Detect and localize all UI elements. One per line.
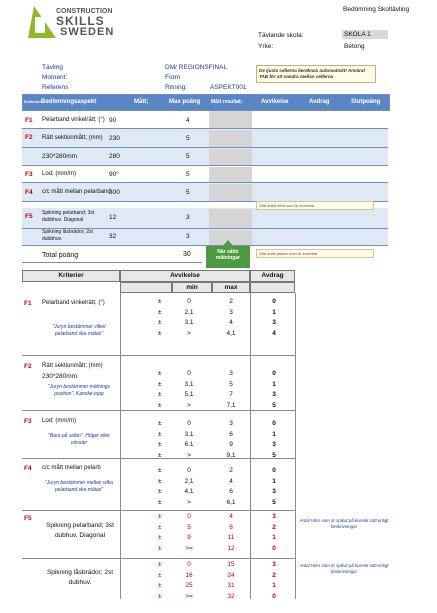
criteria-title: Pelarband vinkelrätt; (°) (42, 300, 105, 306)
criteria-min: > (187, 451, 191, 459)
profession-value: Betong (344, 43, 365, 50)
row-matt: 90 (109, 117, 117, 124)
criteria-title: Spikning låsbrädor; 2st dubhuv. (46, 569, 114, 586)
moment-value: Form (165, 74, 181, 81)
ritning-label: Ritning: (165, 84, 188, 91)
criteria-max: 12 (227, 544, 235, 552)
row-id: F2 (25, 134, 33, 141)
result-cell[interactable] (209, 130, 252, 147)
logo-line1: CONSTRUCTION (56, 8, 113, 15)
table-row (22, 166, 388, 183)
criteria-min: 3,1 (184, 319, 194, 326)
row-matt: 12 (109, 214, 117, 221)
criteria-min: > (187, 329, 191, 337)
criteria-min: 0 (187, 561, 191, 568)
school-value[interactable]: SKOLA 1 (342, 30, 388, 39)
criteria-min: 5,1 (184, 391, 194, 398)
criteria-avdrag: 0 (272, 420, 276, 427)
row-max: 5 (186, 135, 190, 142)
criteria-avdrag: 2 (272, 523, 276, 531)
criteria-avdrag: 3 (272, 561, 276, 568)
criteria-min: 16 (185, 571, 193, 579)
criteria-min: 2,1 (184, 477, 194, 485)
criteria-min: 0 (187, 513, 191, 520)
criteria-sign: ± (158, 571, 162, 579)
criteria-title: c/c mått mellan pelarb (42, 465, 101, 471)
green-callout: När sätts mätningar (206, 246, 250, 268)
criteria-header-min: min (172, 282, 212, 293)
info-note: De ljusta cellerna beräknas automatiskt! Använd TAB för att vandra mellan cellerna (256, 65, 376, 83)
header-kriterium: Kriterium (24, 99, 42, 104)
criteria-sign: ± (158, 467, 162, 474)
row-id: F3 (25, 171, 33, 178)
note-corners: Sätt antal hörn som är korrekta (256, 201, 374, 210)
moment-label: Moment: (42, 74, 68, 81)
criteria-sign: ± (158, 544, 162, 552)
row-aspect: Lod; (mm/m) (42, 171, 77, 177)
criteria-sign: ± (158, 561, 162, 568)
criteria-max: 32 (227, 592, 235, 600)
page-title: Bedömning Skoltävling (343, 6, 410, 13)
criteria-min: 0 (187, 420, 191, 427)
criteria-min: 2,1 (184, 308, 194, 316)
criteria-title: Lod; (mm/m) (42, 418, 77, 424)
criteria-min: 0 (187, 467, 191, 474)
header-slutpoang: Slutpoäng (351, 99, 381, 105)
criteria-avdrag: 1 (272, 308, 276, 316)
criteria-id: F1 (24, 300, 32, 307)
row-aspect: c/c mått mellan pelarband (42, 189, 111, 195)
criteria-max: 24 (227, 571, 235, 579)
criteria-min: > (187, 498, 191, 506)
criteria-note: "Juryn bestämmer vilket pelarband ska mätas" (52, 324, 106, 337)
note-plates: Sätt antal plattor som är korrekta (256, 249, 374, 258)
row-matt: 230 (109, 135, 120, 142)
criteria-max: 3 (229, 308, 233, 316)
criteria-max: 15 (227, 561, 235, 568)
criteria-sign: ± (158, 370, 162, 377)
criteria-id: F2 (24, 363, 32, 370)
criteria-max: 7,1 (226, 401, 236, 409)
criteria-note: "Juryn bestämmer mätnings position". Kanske topp (47, 384, 111, 397)
criteria-sign: ± (158, 329, 162, 337)
criteria-subtitle: 230*280mm (42, 373, 78, 380)
criteria-avdrag: 1 (272, 430, 276, 438)
criteria-avdrag: 0 (272, 544, 276, 552)
row-aspect: Spikning pelarband; 3st dubbhuv. Diagonal (42, 210, 95, 223)
criteria-sign: ± (158, 592, 162, 600)
criteria-min: >= (185, 592, 193, 600)
header-aspekt: Bedömningsaspekt (41, 99, 97, 105)
criteria-sign: ± (158, 319, 162, 326)
criteria-avdrag: 1 (272, 582, 276, 589)
criteria-max: 4 (229, 513, 233, 520)
header-avvikelse: Avvikelse (261, 99, 289, 105)
criteria-min: 25 (185, 582, 193, 589)
criteria-max: 2 (229, 467, 233, 474)
row-max: 5 (186, 153, 190, 160)
criteria-avdrag: 0 (272, 370, 276, 377)
criteria-sign: ± (158, 391, 162, 398)
criteria-min: 3,1 (184, 430, 194, 438)
tavling-label: Tävling (42, 64, 63, 71)
result-cell[interactable] (209, 149, 252, 165)
criteria-max: 3 (229, 370, 233, 377)
school-label: Tävlande skola: (258, 32, 304, 39)
criteria-avdrag: 1 (272, 477, 276, 485)
row-max: 4 (186, 117, 190, 124)
criteria-sign: ± (158, 534, 162, 541)
row-matt: 300 (109, 189, 120, 196)
criteria-sign: ± (158, 498, 162, 506)
row-matt: 280 (109, 153, 120, 160)
row-id: F1 (25, 117, 33, 124)
header-matt-resultat: Mått resultat; (211, 99, 243, 105)
header-max: Max poäng (169, 99, 201, 105)
tavling-value: DM/ REGIONSFINAL (165, 64, 228, 71)
criteria-avdrag: 5 (272, 451, 276, 459)
criteria-id: F4 (24, 465, 32, 472)
criteria-header-max: max (212, 282, 250, 293)
criteria-max: 6,1 (226, 498, 236, 506)
criteria-avdrag: 3 (272, 441, 276, 448)
criteria-max: 2 (229, 298, 233, 305)
criteria-avdrag: 1 (272, 380, 276, 388)
referens-label: Referens (42, 84, 69, 91)
criteria-header-avdrag: Avdrag (250, 270, 295, 282)
criteria-sign: ± (158, 430, 162, 438)
criteria-max: 8 (229, 523, 233, 531)
logo-line2: SKILLS (56, 14, 105, 28)
criteria-max: 6 (229, 430, 233, 438)
criteria-sign: ± (158, 401, 162, 409)
criteria-sign: ± (158, 477, 162, 485)
criteria-min: 0 (187, 370, 191, 377)
criteria-avdrag: 0 (272, 298, 276, 305)
criteria-min: 5 (187, 523, 191, 531)
criteria-avdrag: 3 (272, 391, 276, 398)
criteria-max: 4 (229, 319, 233, 326)
criteria-max: 3 (229, 420, 233, 427)
criteria-avdrag: 1 (272, 534, 276, 541)
criteria-max: 7 (229, 391, 233, 398)
criteria-avdrag: 2 (272, 571, 276, 579)
header-matt: Mått; (134, 99, 149, 105)
criteria-id: F5 (24, 515, 32, 522)
result-cell[interactable] (209, 209, 252, 228)
total-value: 30 (183, 251, 191, 258)
result-cell[interactable] (209, 111, 252, 128)
criteria-sign: ± (158, 420, 162, 427)
row-matt: 90° (109, 171, 119, 178)
criteria-note: "Juryn bestämmer mellan vilka pelarband ska mätas" (45, 480, 113, 493)
table-header (22, 94, 390, 111)
criteria-max: 9 (229, 441, 233, 448)
criteria-avdrag: 5 (272, 401, 276, 409)
ritning-value: ASPEKT001 (210, 84, 247, 91)
criteria-avdrag: 0 (272, 592, 276, 600)
criteria-note: Antal Hörn som är spikat på korrekt sätt enligt beskrivningar (299, 518, 389, 529)
criteria-sign: ± (158, 441, 162, 448)
criteria-sign: ± (158, 513, 162, 520)
criteria-avdrag: 3 (272, 488, 276, 495)
criteria-id: F3 (24, 418, 32, 425)
criteria-title: Rätt sektionmått; (mm) (42, 363, 103, 369)
criteria-avdrag: 3 (272, 319, 276, 326)
row-aspect: Pelarband vinkelrätt; (°) (42, 117, 105, 123)
criteria-max: 11 (227, 534, 235, 541)
result-cell[interactable] (209, 184, 252, 201)
criteria-max: 31 (227, 582, 235, 589)
profession-label: Yrke: (258, 43, 274, 50)
row-aspect: 230*280mm (42, 153, 78, 160)
criteria-avdrag: 0 (272, 467, 276, 474)
result-cell[interactable] (209, 167, 252, 182)
criteria-header-kriterier: Kriterier (22, 270, 120, 282)
logo-line3: SWEDEN (60, 26, 115, 38)
criteria-sign: ± (158, 380, 162, 388)
row-aspect: Spikning låsbrädor; 2st dubbhuv. (42, 229, 93, 242)
criteria-sign: ± (158, 488, 162, 495)
criteria-avdrag: 3 (272, 513, 276, 520)
criteria-min: 9 (187, 534, 191, 541)
criteria-min: >= (185, 544, 193, 552)
criteria-max: 9,1 (226, 451, 236, 459)
criteria-min: 6,1 (184, 441, 194, 448)
criteria-avdrag: 5 (272, 498, 276, 506)
criteria-max: 5 (229, 380, 233, 388)
criteria-sign: ± (158, 523, 162, 531)
row-id: F5 (25, 213, 33, 220)
header-avdrag: Avdrag (309, 99, 330, 105)
row-aspect: Rätt sektionmått; (mm) (42, 135, 103, 141)
criteria-max: 4 (229, 477, 233, 485)
criteria-min: 4,1 (184, 488, 194, 495)
criteria-max: 6 (229, 488, 233, 495)
total-label: Total poäng (42, 252, 79, 259)
criteria-header-avvikelse: Avvikelse (120, 270, 250, 282)
criteria-title: Spikning pelarband; 3st dubhuv. Diagonal (46, 522, 114, 539)
criteria-min: 0 (187, 298, 191, 305)
criteria-max: 4,1 (226, 329, 236, 337)
criteria-note: Antal Hörn som är spikat på korrekt sätt enligt beskrivningar (299, 563, 389, 574)
criteria-sign: ± (158, 451, 162, 459)
criteria-min: 3,1 (184, 380, 194, 388)
criteria-avdrag: 4 (272, 329, 276, 337)
row-max: 3 (186, 233, 190, 240)
criteria-min: > (187, 401, 191, 409)
criteria-sign: ± (158, 298, 162, 305)
row-matt: 32 (109, 233, 117, 240)
row-max: 5 (186, 189, 190, 196)
row-max: 3 (186, 214, 190, 221)
row-id: F4 (25, 189, 33, 196)
criteria-note: "Bara på sidan". Höger eller vänster (48, 433, 110, 446)
row-max: 5 (186, 171, 190, 178)
criteria-sign: ± (158, 308, 162, 316)
criteria-sign: ± (158, 582, 162, 589)
